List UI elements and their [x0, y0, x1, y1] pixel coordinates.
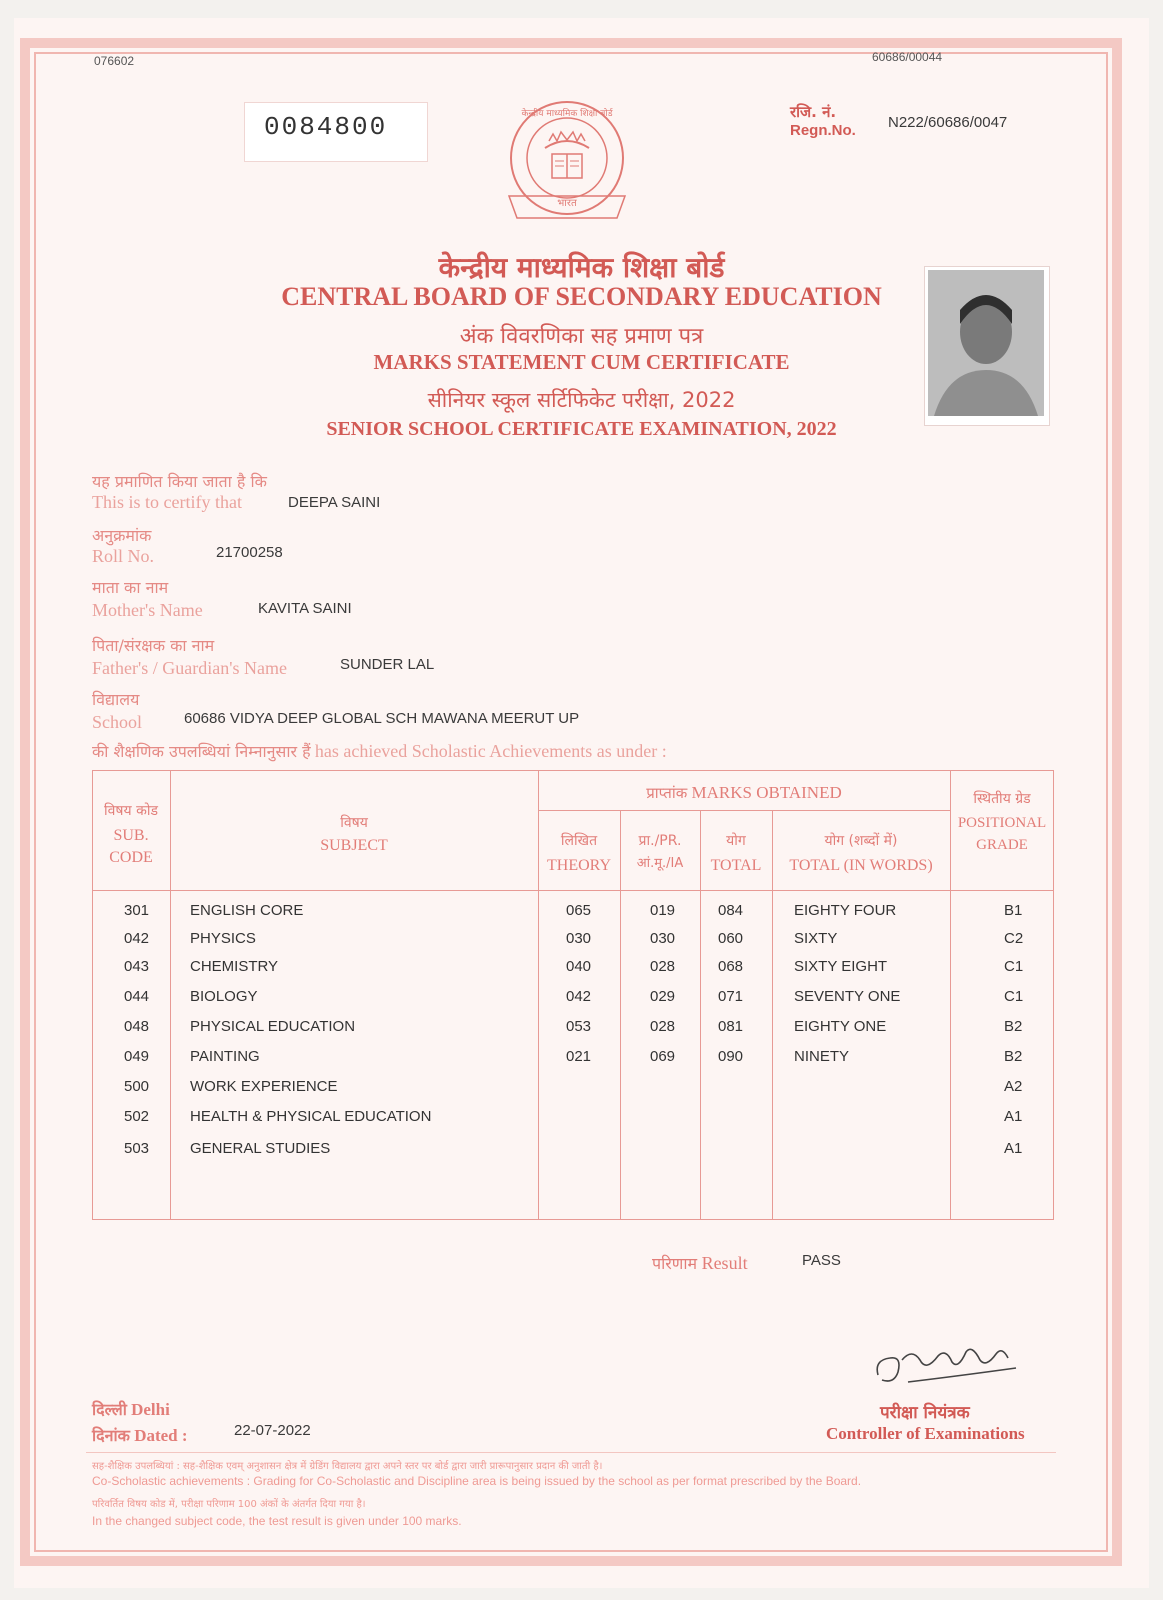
board-title-en: CENTRAL BOARD OF SECONDARY EDUCATION	[281, 282, 882, 311]
certify-label-hi: यह प्रमाणित किया जाता है कि	[92, 472, 267, 491]
th-pr-hi: प्रा./PR.	[638, 833, 682, 849]
positional-grade: B1	[1004, 902, 1023, 919]
theory-marks: 021	[566, 1048, 592, 1065]
total-in-words: SIXTY EIGHT	[794, 958, 888, 975]
positional-grade: A1	[1004, 1140, 1023, 1157]
footnote-1-en: Co-Scholastic achievements : Grading for Co-Scholastic and Discipline area is being issued by the school as per format prescribed by the Board.	[92, 1474, 862, 1488]
total-marks: 084	[718, 902, 744, 919]
total-in-words: EIGHTY ONE	[794, 1018, 887, 1035]
place-en: Delhi	[131, 1400, 170, 1419]
theory-marks: 065	[566, 902, 592, 919]
subject-name: WORK EXPERIENCE	[190, 1078, 338, 1095]
student-photo	[928, 270, 1044, 416]
roll-number: 21700258	[216, 544, 283, 561]
subject-name: ENGLISH CORE	[190, 902, 304, 919]
regn-label-en: Regn.No.	[790, 122, 856, 139]
total-in-words: EIGHTY FOUR	[794, 902, 897, 919]
father-name: SUNDER LAL	[340, 656, 435, 673]
header-divider	[92, 890, 1054, 891]
total-in-words: SEVENTY ONE	[794, 988, 901, 1005]
result-label-en: Result	[701, 1253, 748, 1273]
positional-grade: A1	[1004, 1108, 1023, 1125]
practical-marks: 030	[650, 930, 676, 947]
mother-label-hi: माता का नाम	[92, 578, 169, 597]
achieved-label-en: has achieved Scholastic Achievements as under :	[314, 741, 667, 761]
row-divider	[538, 810, 950, 811]
roll-label-hi: अनुक्रमांक	[92, 526, 152, 545]
mother-name: KAVITA SAINI	[258, 600, 352, 617]
subject-code: 503	[124, 1140, 150, 1157]
exam-title-en: SENIOR SCHOOL CERTIFICATE EXAMINATION, 2022	[326, 418, 837, 440]
theory-marks: 042	[566, 988, 592, 1005]
logo-bottom-text: भारत	[557, 198, 577, 209]
th-marks-en: MARKS OBTAINED	[691, 783, 842, 802]
positional-grade: B2	[1004, 1048, 1023, 1065]
school-label-hi: विद्यालय	[92, 690, 140, 709]
th-grade-en1: POSITIONAL	[957, 815, 1047, 831]
th-marks-hi: प्राप्तांक	[646, 784, 688, 802]
exam-title-hi: सीनियर स्कूल सर्टिफिकेट परीक्षा, 2022	[427, 388, 736, 412]
achieved-label-hi: की शैक्षणिक उपलब्धियां निम्नानुसार हैं	[92, 742, 311, 761]
theory-marks: 030	[566, 930, 592, 947]
place	[92, 1398, 170, 1420]
achievements-line	[92, 740, 667, 762]
th-total-hi: योग	[726, 833, 746, 849]
th-grade-en2: GRADE	[976, 837, 1028, 853]
subject-name: GENERAL STUDIES	[190, 1140, 331, 1157]
th-code-en1: SUB.	[113, 827, 149, 844]
school-name: 60686 VIDYA DEEP GLOBAL SCH MAWANA MEERUT UP	[184, 710, 580, 727]
th-subject-hi: विषय	[340, 815, 368, 831]
practical-marks: 069	[650, 1048, 676, 1065]
positional-grade: C1	[1004, 988, 1024, 1005]
subject-name: PAINTING	[190, 1048, 260, 1065]
footer-divider	[86, 1452, 1056, 1453]
place-hi: दिल्ली	[92, 1400, 127, 1419]
th-words-en: TOTAL (IN WORDS)	[789, 857, 933, 874]
footnote-1-hi: सह-शैक्षिक उपलब्धियां : सह-शैक्षिक एवम् अनुशासन क्षेत्र में ग्रेडिंग विद्यालय द्वारा अपने स्तर पर बोर्ड द्वारा जारी प्रारूपानुसार प्रदान की जाती है।	[92, 1461, 603, 1472]
controller-hi: परीक्षा नियंत्रक	[880, 1403, 970, 1423]
controller-en: Controller of Examinations	[826, 1424, 1025, 1443]
top-right-code: 60686/00044	[872, 50, 943, 64]
serial-number: 0084800	[264, 112, 388, 142]
father-label-en: Father's / Guardian's Name	[92, 658, 287, 678]
school-label-en: School	[92, 712, 143, 732]
subject-code: 043	[124, 958, 150, 975]
doc-title-en: MARKS STATEMENT CUM CERTIFICATE	[373, 350, 790, 374]
practical-marks: 028	[650, 958, 676, 975]
regn-label-hi: रजि. नं.	[790, 103, 837, 121]
result-label	[652, 1252, 748, 1274]
total-marks: 090	[718, 1048, 744, 1065]
th-theory-hi: लिखित	[560, 833, 598, 849]
subject-name: PHYSICS	[190, 930, 256, 947]
regn-value: N222/60686/0047	[888, 114, 1008, 131]
practical-marks: 029	[650, 988, 676, 1005]
subject-name: PHYSICAL EDUCATION	[190, 1018, 356, 1035]
th-code-hi: विषय कोड	[104, 803, 158, 819]
date-label-hi: दिनांक	[92, 1426, 130, 1445]
positional-grade: B2	[1004, 1018, 1023, 1035]
positional-grade: A2	[1004, 1078, 1023, 1095]
th-grade-hi: स्थितीय ग्रेड	[973, 791, 1031, 807]
subject-code: 048	[124, 1018, 150, 1035]
date-label	[92, 1424, 188, 1446]
subject-code: 301	[124, 902, 150, 919]
doc-title-hi: अंक विवरणिका सह प्रमाण पत्र	[459, 324, 704, 349]
subject-code: 502	[124, 1108, 150, 1125]
th-subject-en: SUBJECT	[320, 837, 388, 854]
th-words-hi: योग (शब्दों में)	[824, 833, 898, 849]
footnote-2-hi: परिवर्तित विषय कोड में, परीक्षा परिणाम 100 अंकों के अंतर्गत दिया गया है।	[92, 1499, 366, 1510]
footnote-2-en: In the changed subject code, the test result is given under 100 marks.	[92, 1514, 462, 1528]
subject-code: 044	[124, 988, 150, 1005]
theory-marks: 053	[566, 1018, 592, 1035]
th-marks	[538, 782, 950, 804]
total-in-words: NINETY	[794, 1048, 850, 1065]
total-marks: 068	[718, 958, 744, 975]
roll-label-en: Roll No.	[92, 546, 155, 566]
certify-label-en: This is to certify that	[92, 492, 242, 512]
result-value: PASS	[802, 1252, 841, 1269]
positional-grade: C1	[1004, 958, 1024, 975]
father-label-hi: पिता/संरक्षक का नाम	[92, 636, 215, 655]
board-title-hi: केन्द्रीय माध्यमिक शिक्षा बोर्ड	[438, 251, 725, 284]
date-value: 22-07-2022	[234, 1422, 311, 1439]
total-marks: 071	[718, 988, 744, 1005]
positional-grade: C2	[1004, 930, 1024, 947]
result-label-hi: परिणाम	[652, 1254, 698, 1273]
th-total-en: TOTAL	[710, 857, 762, 874]
total-marks: 060	[718, 930, 744, 947]
subject-name: HEALTH & PHYSICAL EDUCATION	[190, 1108, 432, 1125]
subject-code: 500	[124, 1078, 150, 1095]
subject-name: BIOLOGY	[190, 988, 258, 1005]
cbse-logo-icon	[497, 96, 637, 232]
theory-marks: 040	[566, 958, 592, 975]
th-pr-en: आं.मू./IA	[636, 856, 684, 871]
top-left-code: 076602	[94, 54, 135, 68]
mother-label-en: Mother's Name	[92, 600, 203, 620]
practical-marks: 019	[650, 902, 676, 919]
total-marks: 081	[718, 1018, 744, 1035]
th-code-en2: CODE	[109, 849, 153, 866]
practical-marks: 028	[650, 1018, 676, 1035]
total-in-words: SIXTY	[794, 930, 838, 947]
controller-signature	[868, 1330, 1028, 1400]
subject-code: 049	[124, 1048, 150, 1065]
subject-name: CHEMISTRY	[190, 958, 279, 975]
logo-top-text: केन्द्रीय माध्यमिक शिक्षा बोर्ड	[521, 109, 613, 119]
th-theory-en: THEORY	[547, 857, 611, 874]
date-label-en: Dated :	[134, 1426, 188, 1445]
subject-code: 042	[124, 930, 150, 947]
student-name: DEEPA SAINI	[288, 494, 381, 511]
